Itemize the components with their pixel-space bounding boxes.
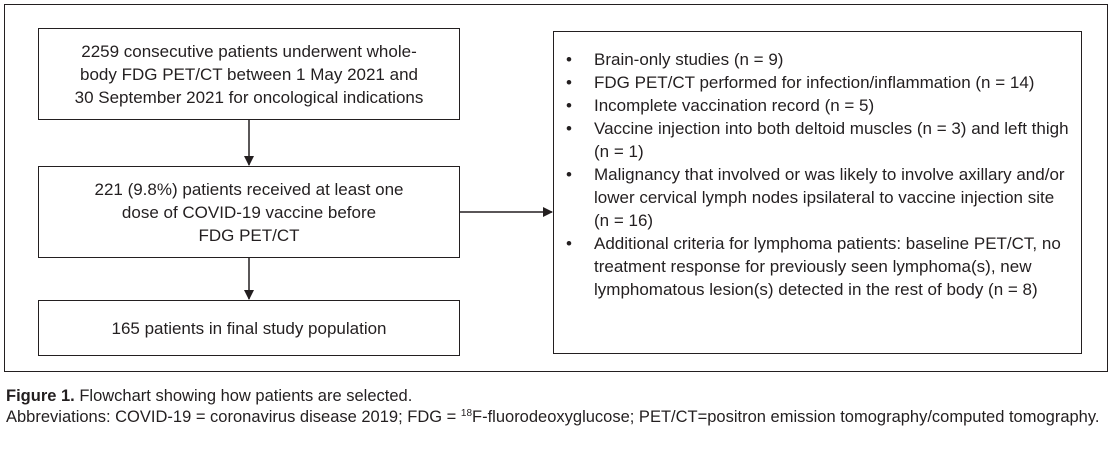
box1-line: 2259 consecutive patients underwent whole- [81, 41, 417, 61]
abbr-sup: 18 [460, 408, 473, 419]
exclusion-item: • FDG PET/CT performed for infection/inflammation (n = 14) [594, 71, 1071, 94]
caption-text: Flowchart showing how patients are selected. [74, 387, 413, 405]
exclusion-item: • Additional criteria for lymphoma patients: baseline PET/CT, no treatment response for previously seen lymphoma(s), new lymphomatous lesion(s) detected in the rest of body (n = 8) [594, 232, 1071, 301]
abbr-post: F-fluorodeoxyglucose; PET/CT=positron emission tomography/computed tomography. [472, 408, 1100, 426]
exclusion-item: • Brain-only studies (n = 9) [594, 48, 1071, 71]
exclusion-list [594, 48, 1071, 301]
box-final-population [38, 300, 460, 356]
caption-label: Figure 1. [6, 387, 75, 405]
caption-abbreviations [6, 407, 1110, 428]
abbr-pre: Abbreviations: COVID-19 = coronavirus disease 2019; FDG = [6, 408, 461, 426]
exclusion-item: • Malignancy that involved or was likely to involve axillary and/or lower cervical lymph nodes ipsilateral to vaccine injection site (n = 16) [594, 163, 1071, 232]
exclusion-item: • Incomplete vaccination record (n = 5) [594, 94, 1071, 117]
box-vaccinated-patients [38, 166, 460, 258]
box3-text: 165 patients in final study population [111, 318, 387, 338]
box-all-patients [38, 28, 460, 120]
box2-line: dose of COVID-19 vaccine before [121, 202, 377, 222]
caption-title [6, 386, 1110, 407]
exclusion-item: • Vaccine injection into both deltoid muscles (n = 3) and left thigh (n = 1) [594, 117, 1071, 163]
box2-line: 221 (9.8%) patients received at least one [94, 179, 404, 199]
box1-line: body FDG PET/CT between 1 May 2021 and [80, 64, 418, 84]
box1-line: 30 September 2021 for oncological indications [74, 87, 424, 107]
box-exclusion-criteria [553, 31, 1082, 354]
figure-caption [6, 386, 1110, 428]
box2-line: FDG PET/CT [198, 225, 300, 245]
